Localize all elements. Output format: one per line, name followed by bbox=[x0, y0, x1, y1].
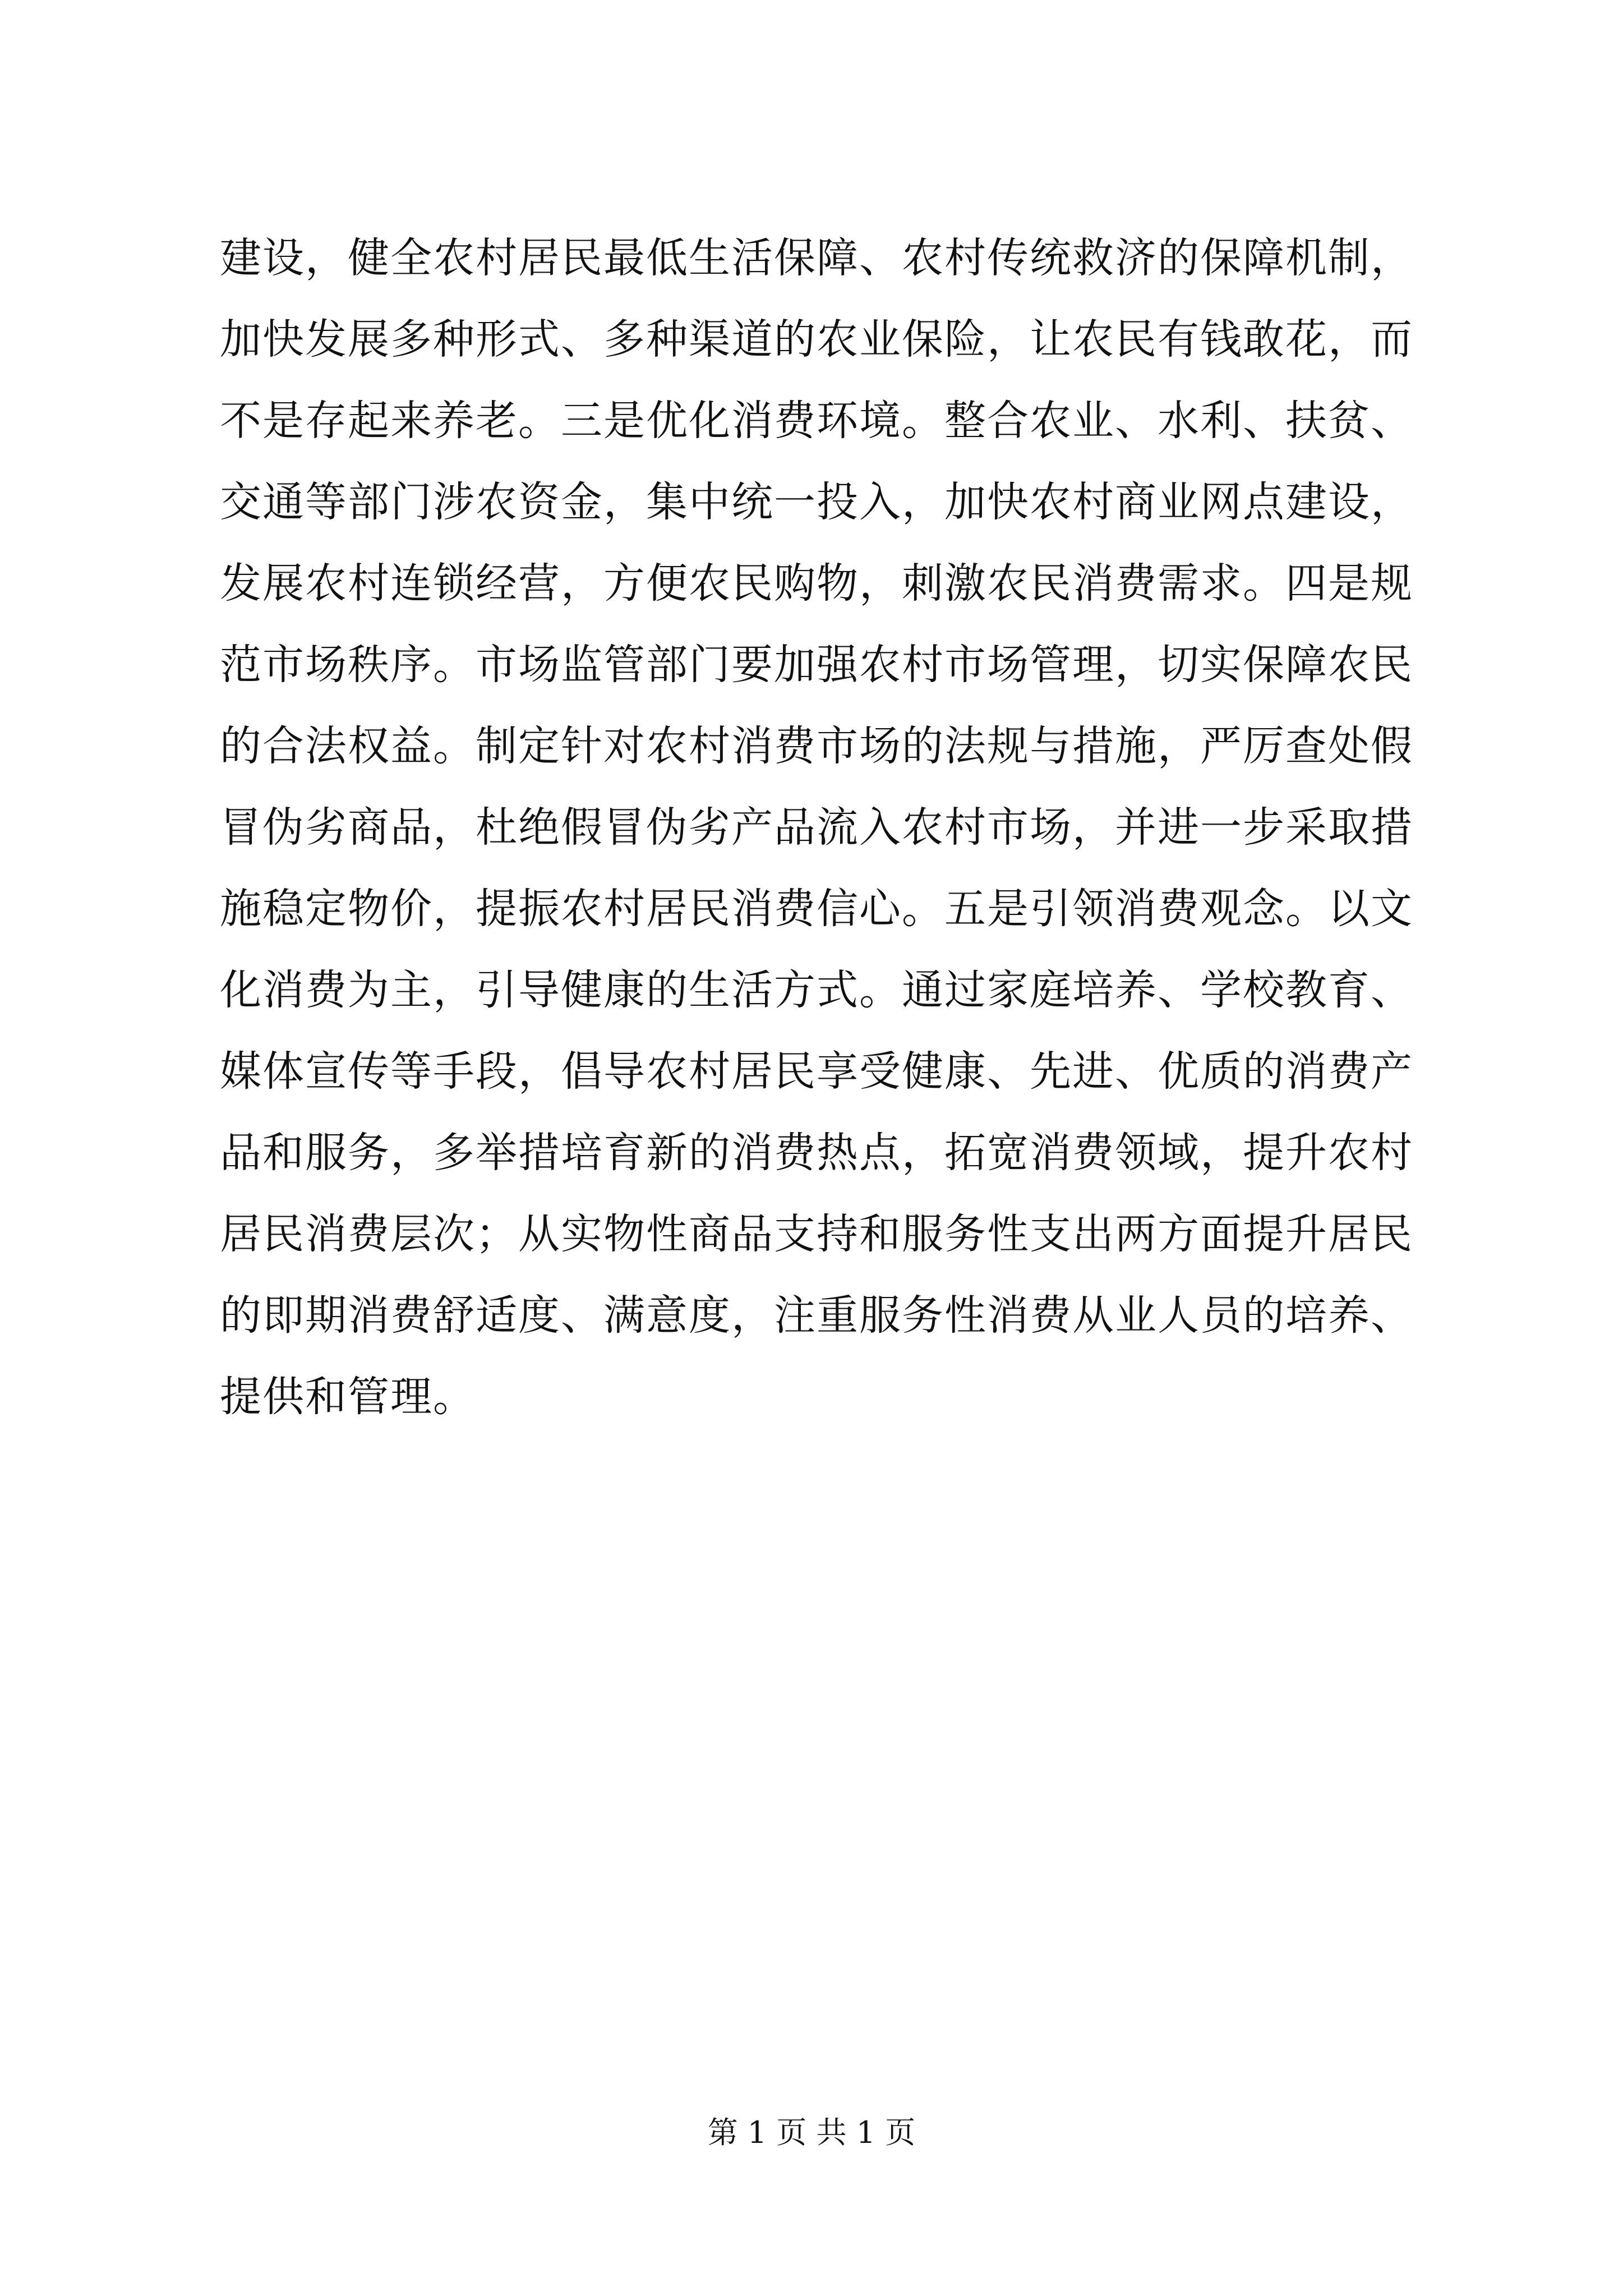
text-line: 的即期消费舒适度、满意度，注重服务性消费从业人员的培养、 bbox=[220, 1291, 1413, 1340]
text-line: 不是存起来养老。三是优化消费环境。整合农业、水利、扶贫、 bbox=[220, 397, 1413, 445]
text-line: 加快发展多种形式、多种渠道的农业保险，让农民有钱敢花，而 bbox=[220, 315, 1413, 364]
text-line: 提供和管理。 bbox=[220, 1373, 476, 1421]
text-line: 发展农村连锁经营，方便农民购物，刺激农民消费需求。四是规 bbox=[220, 559, 1413, 608]
text-line: 媒体宣传等手段，倡导农村居民享受健康、先进、优质的消费产 bbox=[220, 1047, 1413, 1096]
page-number-label: 第 1 页 共 1 页 bbox=[707, 2115, 916, 2150]
text-line: 品和服务，多举措培育新的消费热点，拓宽消费领域，提升农村 bbox=[220, 1129, 1413, 1177]
text-line: 的合法权益。制定针对农村消费市场的法规与措施，严厉查处假 bbox=[220, 722, 1413, 770]
text-line: 施稳定物价，提振农村居民消费信心。五是引领消费观念。以文 bbox=[220, 885, 1413, 933]
text-line: 居民消费层次；从实物性商品支持和服务性支出两方面提升居民 bbox=[220, 1210, 1413, 1258]
page-footer bbox=[0, 2110, 1623, 2155]
text-line: 交通等部门涉农资金，集中统一投入，加快农村商业网点建设， bbox=[220, 478, 1413, 526]
text-line: 建设，健全农村居民最低生活保障、农村传统救济的保障机制， bbox=[220, 234, 1413, 282]
text-line: 冒伪劣商品，杜绝假冒伪劣产品流入农村市场，并进一步采取措 bbox=[220, 803, 1413, 852]
body-paragraph bbox=[220, 218, 1476, 1438]
text-line: 范市场秩序。市场监管部门要加强农村市场管理，切实保障农民 bbox=[220, 641, 1413, 689]
text-line: 化消费为主，引导健康的生活方式。通过家庭培养、学校教育、 bbox=[220, 966, 1413, 1014]
